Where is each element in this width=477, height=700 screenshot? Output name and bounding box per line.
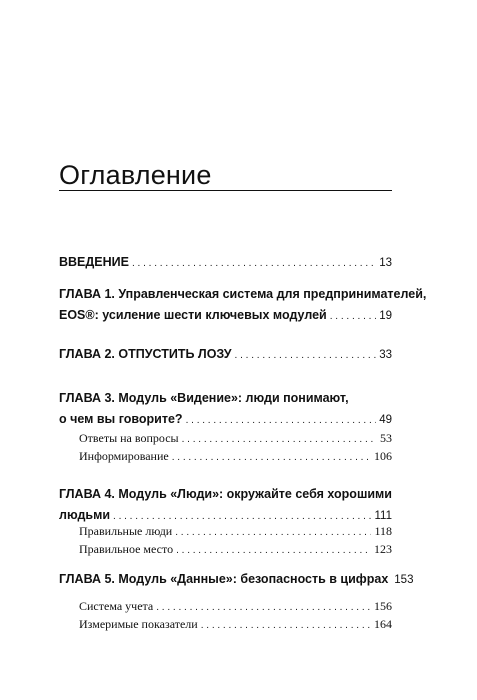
toc-entry-label: ГЛАВА 3. Модуль «Видение»: люди понимают, xyxy=(59,391,349,405)
dot-leader xyxy=(330,305,376,327)
toc-entry-label-continued: людьми xyxy=(59,508,111,522)
dot-leader xyxy=(235,344,377,366)
toc-entry-introduction[interactable] xyxy=(59,252,392,273)
page-title: Оглавление xyxy=(59,160,212,190)
toc-entry-chapter-3[interactable] xyxy=(59,388,392,430)
toc-entry-chapter-5[interactable] xyxy=(59,569,414,590)
toc-page-number: 13 xyxy=(379,257,392,269)
toc-entry-chapter-1[interactable] xyxy=(59,284,427,326)
dot-leader xyxy=(172,446,371,468)
toc-page-number: 118 xyxy=(374,524,392,538)
toc-page-number: 49 xyxy=(379,414,392,426)
toc-entry-label: ГЛАВА 2. ОТПУСТИТЬ ЛОЗУ xyxy=(59,347,232,361)
toc-entry-label: ГЛАВА 4. Модуль «Люди»: окружайте себя хорошими xyxy=(59,487,392,501)
toc-subentry-informing[interactable] xyxy=(79,446,392,467)
toc-entry-label: Правильные люди xyxy=(79,524,173,538)
toc-page-number: 111 xyxy=(374,510,392,522)
toc-subentry-measurables[interactable] xyxy=(79,614,392,635)
toc-entry-chapter-4[interactable] xyxy=(59,484,392,526)
dot-leader xyxy=(201,614,371,636)
toc-entry-label-continued: EOS®: усиление шести ключевых модулей xyxy=(59,308,327,322)
toc-entry-label: ГЛАВА 5. Модуль «Данные»: безопасность в цифрах xyxy=(59,572,389,586)
toc-entry-label: Измеримые показатели xyxy=(79,617,198,631)
toc-entry-label: Ответы на вопросы xyxy=(79,431,179,445)
toc-page-number: 106 xyxy=(374,449,392,463)
toc-entry-label: ГЛАВА 1. Управленческая система для предпринимателей, xyxy=(59,287,427,301)
toc-entry-label-continued: о чем вы говорите? xyxy=(59,412,183,426)
toc-entry-chapter-2[interactable] xyxy=(59,344,392,365)
toc-page-number: 33 xyxy=(379,349,392,361)
dot-leader xyxy=(176,539,371,561)
toc-entry-label: Система учета xyxy=(79,599,154,613)
toc-subentry-right-place[interactable] xyxy=(79,539,392,560)
toc-entry-label: Правильное место xyxy=(79,542,174,556)
toc-page-number: 19 xyxy=(379,310,392,322)
toc-page-number: 156 xyxy=(374,599,392,613)
toc-entry-label: ВВЕДЕНИЕ xyxy=(59,255,129,269)
title-divider xyxy=(59,190,392,191)
toc-page-number: 153 xyxy=(394,574,414,586)
toc-page-number: 164 xyxy=(374,617,392,631)
toc-page-number: 53 xyxy=(380,431,392,445)
toc-page-number: 123 xyxy=(374,542,392,556)
dot-leader xyxy=(132,252,376,274)
toc-entry-label: Информирование xyxy=(79,449,169,463)
